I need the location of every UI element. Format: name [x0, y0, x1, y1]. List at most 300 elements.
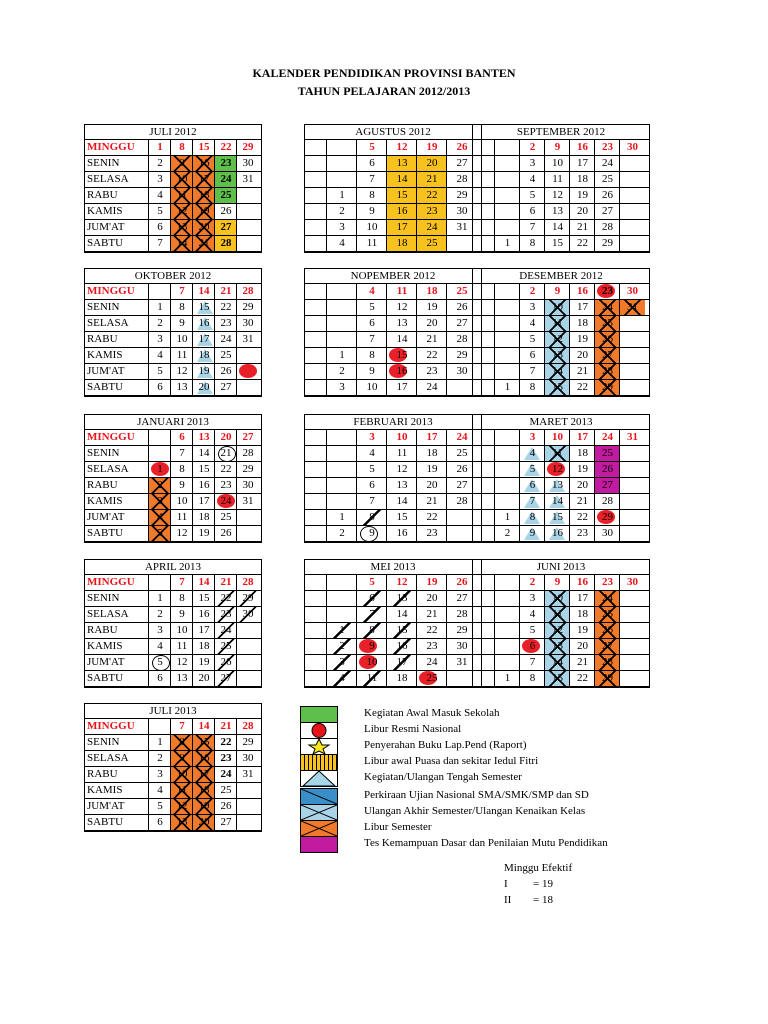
- date-cell: 22: [577, 381, 588, 393]
- date-cell: 16: [198, 608, 210, 620]
- date-cell: 15: [545, 671, 570, 686]
- date-cell: 25: [417, 671, 447, 686]
- date-cell: [237, 236, 259, 251]
- date-cell: 5: [529, 189, 536, 201]
- calendar-month: [84, 124, 262, 253]
- date-cell: 2: [157, 752, 163, 764]
- day-label: JUM'AT: [87, 365, 125, 377]
- week-row: [85, 316, 261, 332]
- date-cell: 16: [396, 527, 408, 539]
- blue-x-icon: [300, 804, 338, 821]
- date-cell: 2: [157, 608, 163, 620]
- date-cell: 29: [456, 349, 468, 361]
- date-cell: 10: [357, 655, 387, 670]
- date-cell: 1: [339, 189, 345, 201]
- column-divider: [519, 575, 520, 687]
- date-cell: 7: [357, 607, 387, 622]
- column-divider: [236, 284, 237, 396]
- date-cell: [327, 607, 357, 622]
- date-cell: 26: [456, 463, 468, 475]
- date-cell: 7: [369, 333, 375, 345]
- date-cell: 16: [577, 576, 588, 588]
- date-cell: 30: [242, 317, 254, 329]
- date-cell: 1: [504, 381, 511, 393]
- week-row: [85, 799, 261, 815]
- date-cell: 6: [529, 205, 536, 217]
- week-row: [305, 623, 481, 639]
- month-title: AGUSTUS 2012: [305, 125, 481, 140]
- column-divider: [494, 430, 495, 542]
- day-label: MINGGU: [87, 431, 135, 443]
- date-cell: 11: [357, 671, 387, 686]
- date-cell: 2: [339, 205, 345, 217]
- date-cell: [620, 236, 645, 251]
- date-cell: 12: [176, 656, 188, 668]
- date-cell: 28: [215, 236, 237, 251]
- date-cell: 26: [595, 332, 620, 347]
- date-cell: 6: [529, 349, 536, 361]
- date-cell: 6: [157, 381, 163, 393]
- date-cell: 24: [456, 431, 468, 443]
- date-cell: 2: [529, 576, 536, 588]
- week-row: [305, 284, 481, 300]
- date-cell: 17: [193, 332, 215, 347]
- date-cell: 17: [387, 220, 417, 235]
- calendar-month: [84, 414, 262, 543]
- date-cell: 4: [149, 510, 171, 525]
- date-cell: 4: [529, 608, 536, 620]
- date-cell: 28: [242, 720, 254, 732]
- date-cell: 1: [327, 623, 357, 638]
- column-divider: [326, 140, 327, 252]
- date-cell: 30: [456, 640, 468, 652]
- date-cell: 31: [242, 495, 254, 507]
- week-row: [305, 591, 481, 607]
- date-cell: 28: [242, 285, 254, 297]
- calendar-month: [84, 703, 262, 832]
- date-cell: 19: [426, 301, 438, 313]
- date-cell: 13: [171, 815, 193, 830]
- date-cell: [620, 364, 645, 379]
- week-row: [85, 204, 261, 220]
- date-cell: 17: [577, 157, 588, 169]
- date-cell: 17: [198, 495, 210, 507]
- month-title: SEPTEMBER 2012: [473, 125, 649, 140]
- date-cell: 30: [242, 752, 254, 764]
- date-cell: [237, 671, 259, 686]
- week-row: [473, 526, 649, 542]
- date-cell: [620, 671, 645, 686]
- week-row: [305, 348, 481, 364]
- date-cell: 2: [529, 285, 536, 297]
- date-cell: [149, 446, 171, 461]
- date-cell: 31: [242, 333, 254, 345]
- date-cell: 6: [369, 157, 375, 169]
- date-cell: [237, 639, 259, 654]
- date-cell: 8: [357, 623, 387, 638]
- week-row: [473, 316, 649, 332]
- date-cell: 23: [417, 204, 447, 219]
- date-cell: 18: [426, 285, 438, 297]
- day-label: KAMIS: [87, 205, 123, 217]
- date-cell: 21: [426, 608, 438, 620]
- week-row: [473, 591, 649, 607]
- date-cell: 7: [179, 576, 185, 588]
- date-cell: 30: [237, 607, 259, 622]
- date-cell: 8: [179, 301, 185, 313]
- date-cell: 7: [369, 173, 375, 185]
- date-cell: 4: [157, 784, 163, 796]
- column-divider: [386, 575, 387, 687]
- day-label: SABTU: [87, 816, 124, 828]
- date-cell: 15: [396, 511, 408, 523]
- date-cell: [237, 526, 259, 541]
- date-cell: 19: [577, 463, 588, 475]
- date-cell: 11: [366, 237, 378, 249]
- column-divider: [416, 430, 417, 542]
- week-row: [85, 655, 261, 671]
- date-cell: 28: [456, 173, 468, 185]
- column-divider: [236, 430, 237, 542]
- date-cell: 16: [193, 316, 215, 331]
- date-cell: [620, 591, 645, 606]
- week-row: [85, 510, 261, 526]
- date-cell: 6: [357, 591, 387, 606]
- date-cell: [620, 510, 645, 525]
- semester-2-value: = 18: [533, 894, 553, 906]
- month-title: OKTOBER 2012: [85, 269, 261, 284]
- date-cell: [327, 300, 357, 315]
- date-cell: [237, 188, 259, 203]
- date-cell: 16: [545, 526, 570, 541]
- date-cell: 31: [242, 768, 254, 780]
- date-cell: 3: [529, 301, 536, 313]
- date-cell: 30: [602, 527, 613, 539]
- date-cell: 17: [577, 431, 588, 443]
- date-cell: 8: [529, 672, 536, 684]
- date-cell: 10: [171, 767, 193, 782]
- date-cell: [237, 799, 259, 814]
- date-cell: 6: [369, 317, 375, 329]
- week-row: [85, 430, 261, 446]
- date-cell: 13: [545, 478, 570, 493]
- date-cell: 24: [595, 591, 620, 606]
- calendar-month: [472, 559, 650, 688]
- week-row: [305, 140, 481, 156]
- day-label: JUM'AT: [87, 800, 125, 812]
- date-cell: 17: [198, 624, 210, 636]
- day-label: KAMIS: [87, 495, 123, 507]
- calendar-month: [84, 268, 262, 397]
- date-cell: 4: [529, 317, 536, 329]
- date-cell: [495, 140, 520, 155]
- date-cell: 27: [242, 431, 254, 443]
- date-cell: 2: [149, 478, 171, 493]
- date-cell: 14: [198, 720, 210, 732]
- column-divider: [544, 430, 545, 542]
- date-cell: 29: [237, 591, 259, 606]
- date-cell: 15: [545, 510, 570, 525]
- date-cell: 3: [157, 333, 163, 345]
- date-cell: 15: [387, 623, 417, 638]
- date-cell: 11: [552, 173, 563, 185]
- legend-label: Libur awal Puasa dan sekitar Iedul Fitri: [364, 755, 539, 767]
- date-cell: 19: [426, 141, 438, 153]
- date-cell: 18: [577, 173, 588, 185]
- date-cell: 11: [176, 511, 188, 523]
- date-cell: 24: [602, 431, 613, 443]
- date-cell: 10: [552, 157, 563, 169]
- column-divider: [594, 430, 595, 542]
- date-cell: 14: [198, 447, 210, 459]
- date-cell: 12: [396, 301, 408, 313]
- date-cell: 11: [545, 316, 570, 331]
- date-cell: 24: [220, 333, 232, 345]
- date-cell: 28: [602, 221, 613, 233]
- date-cell: 13: [396, 479, 408, 491]
- week-row: [85, 719, 261, 735]
- column-divider: [192, 719, 193, 831]
- date-cell: 5: [369, 576, 375, 588]
- date-cell: 16: [387, 639, 417, 654]
- date-cell: 24: [602, 157, 613, 169]
- date-cell: 15: [387, 348, 417, 363]
- week-row: [305, 494, 481, 510]
- date-cell: 10: [545, 591, 570, 606]
- date-cell: [620, 380, 645, 395]
- date-cell: 8: [520, 510, 545, 525]
- week-row: [85, 767, 261, 783]
- date-cell: 7: [529, 221, 536, 233]
- date-cell: [495, 188, 520, 203]
- week-row: [473, 430, 649, 446]
- date-cell: 31: [242, 173, 254, 185]
- date-cell: [620, 220, 645, 235]
- date-cell: 18: [193, 783, 215, 798]
- column-divider: [214, 575, 215, 687]
- date-cell: 14: [198, 285, 210, 297]
- day-label: KAMIS: [87, 784, 123, 796]
- date-cell: 23: [220, 479, 232, 491]
- day-label: JUM'AT: [87, 511, 125, 523]
- date-cell: 3: [327, 655, 357, 670]
- week-row: [473, 446, 649, 462]
- date-cell: 19: [426, 576, 438, 588]
- date-cell: 21: [426, 333, 438, 345]
- column-divider: [569, 430, 570, 542]
- date-cell: 16: [198, 479, 210, 491]
- date-cell: 9: [369, 205, 375, 217]
- week-row: [85, 783, 261, 799]
- month-title: MARET 2013: [473, 415, 649, 430]
- date-cell: 24: [417, 220, 447, 235]
- date-cell: 23: [426, 365, 438, 377]
- date-cell: 25: [602, 173, 613, 185]
- date-cell: 27: [602, 205, 613, 217]
- date-cell: 9: [179, 608, 185, 620]
- date-cell: [620, 172, 645, 187]
- date-cell: 19: [577, 624, 588, 636]
- minggu-efektif-title: Minggu Efektif: [504, 862, 573, 874]
- date-cell: 5: [529, 333, 536, 345]
- date-cell: 27: [215, 220, 237, 235]
- date-cell: 15: [552, 237, 563, 249]
- date-cell: 6: [520, 639, 545, 654]
- date-cell: 17: [577, 301, 588, 313]
- date-cell: 22: [220, 736, 232, 748]
- date-cell: 24: [215, 494, 237, 509]
- date-cell: 26: [220, 205, 232, 217]
- column-divider: [446, 140, 447, 252]
- date-cell: 25: [220, 511, 232, 523]
- column-divider: [326, 284, 327, 396]
- week-row: [305, 364, 481, 380]
- date-cell: [327, 316, 357, 331]
- date-cell: 2: [339, 527, 345, 539]
- date-cell: 2: [529, 141, 536, 153]
- date-cell: 17: [387, 655, 417, 670]
- week-row: [85, 639, 261, 655]
- calendar-month: [472, 268, 650, 397]
- date-cell: 15: [387, 188, 417, 203]
- date-cell: [620, 526, 645, 541]
- date-cell: 11: [171, 188, 193, 203]
- date-cell: 21: [220, 576, 232, 588]
- column-divider: [192, 284, 193, 396]
- column-divider: [148, 575, 149, 687]
- date-cell: [327, 575, 357, 590]
- date-cell: 17: [577, 592, 588, 604]
- date-cell: 21: [220, 720, 232, 732]
- calendar-month: [84, 559, 262, 688]
- week-row: [473, 462, 649, 478]
- legend-label: Perkiraan Ujian Nasional SMA/SMK/SMP dan SD: [364, 789, 589, 801]
- date-cell: 14: [387, 172, 417, 187]
- date-cell: 1: [157, 592, 163, 604]
- week-row: [473, 655, 649, 671]
- date-cell: 9: [179, 317, 185, 329]
- date-cell: 23: [595, 284, 620, 299]
- date-cell: 2: [339, 365, 345, 377]
- date-cell: 7: [520, 494, 545, 509]
- semester-2-label: II: [504, 894, 512, 906]
- week-row: [85, 348, 261, 364]
- day-label: SELASA: [87, 752, 129, 764]
- date-cell: 10: [176, 624, 188, 636]
- date-cell: 7: [179, 720, 185, 732]
- date-cell: 27: [456, 317, 468, 329]
- date-cell: 14: [545, 655, 570, 670]
- date-cell: [327, 284, 357, 299]
- date-cell: 15: [198, 592, 210, 604]
- date-cell: 10: [366, 221, 378, 233]
- column-divider: [446, 284, 447, 396]
- date-cell: 28: [602, 495, 613, 507]
- date-cell: 19: [577, 189, 588, 201]
- date-cell: 28: [456, 608, 468, 620]
- day-label: KAMIS: [87, 349, 123, 361]
- week-row: [85, 494, 261, 510]
- column-divider: [236, 140, 237, 252]
- week-row: [473, 348, 649, 364]
- week-row: [473, 300, 649, 316]
- column-divider: [356, 575, 357, 687]
- date-cell: 22: [220, 463, 232, 475]
- column-divider: [446, 575, 447, 687]
- day-label: SABTU: [87, 237, 124, 249]
- date-cell: 23: [215, 156, 237, 171]
- week-row: [85, 751, 261, 767]
- calendar-month: [304, 268, 482, 397]
- week-row: [85, 575, 261, 591]
- date-cell: 13: [176, 672, 188, 684]
- date-cell: 21: [577, 656, 588, 668]
- date-cell: [620, 655, 645, 670]
- date-cell: 4: [339, 237, 345, 249]
- week-row: [85, 156, 261, 172]
- column-divider: [544, 575, 545, 687]
- column-divider: [214, 719, 215, 831]
- date-cell: 5: [369, 463, 375, 475]
- date-cell: [237, 623, 259, 638]
- date-cell: 29: [242, 736, 254, 748]
- date-cell: 27: [595, 478, 620, 493]
- week-row: [305, 446, 481, 462]
- date-cell: 31: [627, 431, 638, 443]
- date-cell: 25: [220, 349, 232, 361]
- date-cell: 6: [157, 672, 163, 684]
- date-cell: 24: [215, 172, 237, 187]
- date-cell: 25: [456, 285, 468, 297]
- date-cell: [327, 430, 357, 445]
- date-cell: 19: [198, 656, 210, 668]
- date-cell: 18: [198, 640, 210, 652]
- date-cell: 25: [595, 446, 620, 461]
- date-cell: 25: [595, 316, 620, 331]
- date-cell: 8: [529, 381, 536, 393]
- week-row: [473, 156, 649, 172]
- date-cell: 10: [552, 431, 563, 443]
- date-cell: 12: [396, 576, 408, 588]
- week-row: [85, 526, 261, 542]
- week-row: [85, 671, 261, 687]
- date-cell: [327, 462, 357, 477]
- date-cell: 14: [171, 236, 193, 251]
- date-cell: [495, 607, 520, 622]
- column-divider: [619, 575, 620, 687]
- week-row: [473, 188, 649, 204]
- column-divider: [494, 284, 495, 396]
- date-cell: 7: [369, 495, 375, 507]
- date-cell: 21: [417, 172, 447, 187]
- date-cell: 4: [369, 285, 375, 297]
- date-cell: 16: [387, 204, 417, 219]
- date-cell: 15: [193, 300, 215, 315]
- date-cell: [327, 172, 357, 187]
- day-label: KAMIS: [87, 640, 123, 652]
- week-row: [305, 639, 481, 655]
- date-cell: 28: [242, 576, 254, 588]
- date-cell: 8: [171, 735, 193, 750]
- column-divider: [192, 140, 193, 252]
- date-cell: 25: [456, 447, 468, 459]
- date-cell: 31: [620, 300, 645, 315]
- date-cell: 27: [456, 479, 468, 491]
- column-divider: [569, 284, 570, 396]
- date-cell: 21: [193, 236, 215, 251]
- date-cell: 25: [595, 607, 620, 622]
- week-row: [85, 300, 261, 316]
